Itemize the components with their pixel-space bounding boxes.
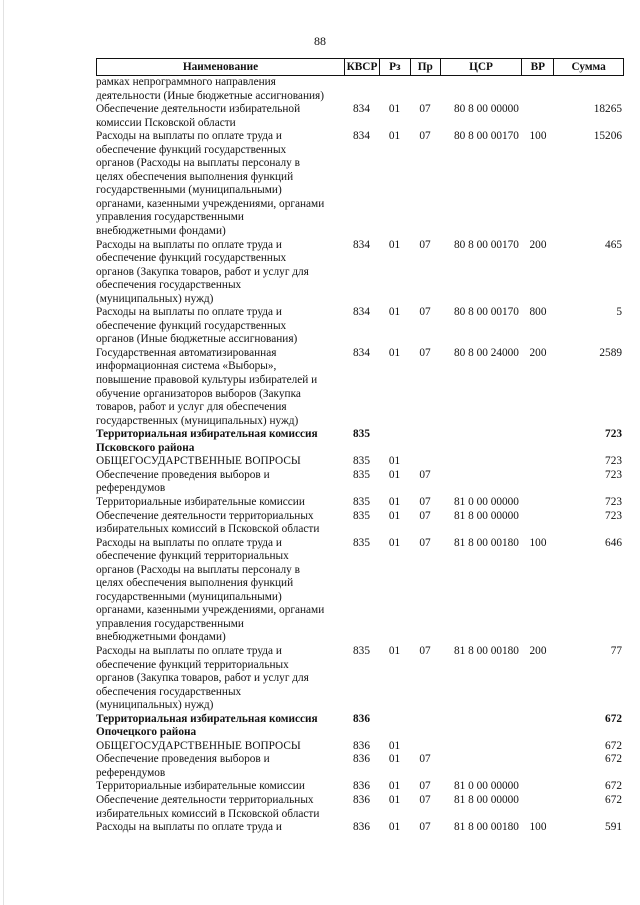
- name-line: (муниципальных) нужд): [96, 292, 214, 305]
- header-name: Наименование: [182, 61, 259, 73]
- vr-cell: [522, 794, 554, 821]
- budget-table: [96, 58, 624, 835]
- name-line: обеспечение функций государственных: [96, 319, 287, 332]
- rz-cell: 01: [388, 346, 401, 359]
- name-cell: [96, 76, 344, 103]
- sum-cell: 672: [605, 780, 622, 793]
- csr-cell: [440, 740, 522, 754]
- name-cell: [96, 794, 344, 821]
- name-line: Обеспечение деятельности избирательной: [96, 103, 301, 116]
- csr-cell: 81 8 00 00180: [454, 821, 519, 834]
- rz-cell: 01: [388, 468, 401, 481]
- sum-cell: 77: [610, 644, 622, 657]
- sum-cell: 646: [605, 536, 622, 549]
- name-cell: [96, 780, 344, 794]
- name-line: Обеспечение проведения выборов и: [96, 468, 270, 481]
- name-line: обеспечение функций государственных: [96, 252, 287, 265]
- rz-cell: 01: [388, 238, 401, 251]
- vr-cell: 100: [529, 536, 547, 549]
- header-csr: ЦСР: [440, 59, 522, 75]
- name-line: обеспечение функций государственных: [96, 143, 287, 156]
- rz-cell: 01: [388, 103, 401, 116]
- rz-cell: 01: [388, 509, 401, 522]
- rz-cell: 01: [388, 536, 401, 549]
- pr-cell: [410, 76, 440, 103]
- table-row: [96, 794, 624, 821]
- sum-cell: 723: [605, 509, 622, 522]
- vr-cell: 100: [529, 130, 547, 143]
- header-vr: ВР: [521, 59, 553, 75]
- rz-cell: 01: [388, 753, 401, 766]
- kvsr-cell: 834: [353, 130, 370, 143]
- name-line: Расходы на выплаты по оплате труда и: [96, 821, 282, 834]
- table-row: [96, 103, 624, 130]
- csr-cell: 80 8 00 00170: [454, 238, 519, 251]
- name-line: обеспечения государственных: [96, 279, 242, 292]
- csr-cell: [440, 713, 522, 740]
- name-line: Опочецкого района: [96, 726, 197, 739]
- table-row: [96, 76, 624, 103]
- name-line: государственными (муниципальными): [96, 184, 282, 197]
- name-line: Обеспечение проведения выборов и: [96, 753, 270, 766]
- vr-cell: [522, 780, 554, 794]
- pr-cell: 07: [419, 821, 431, 834]
- name-line: обеспечение функций территориальных: [96, 658, 289, 671]
- pr-cell: 07: [419, 130, 431, 143]
- name-line: деятельности (Иные бюджетные ассигнования): [96, 89, 324, 102]
- name-line: целях обеспечения выполнения функций: [96, 577, 294, 590]
- csr-cell: 80 8 00 00170: [454, 306, 519, 319]
- sum-cell: [554, 76, 624, 103]
- rz-cell: 01: [388, 644, 401, 657]
- rz-cell: 01: [388, 793, 401, 806]
- name-line: референдумов: [96, 766, 166, 779]
- name-cell: [96, 496, 344, 510]
- sum-cell: 591: [605, 821, 622, 834]
- table-row: [96, 510, 624, 537]
- sum-cell: 5: [616, 306, 622, 319]
- rz-cell: 01: [388, 739, 401, 752]
- kvsr-cell: 835: [353, 428, 370, 441]
- csr-cell: 80 8 00 24000: [454, 346, 519, 359]
- vr-cell: [522, 455, 554, 469]
- pr-cell: [410, 740, 440, 754]
- pr-cell: 07: [419, 103, 431, 116]
- header-rz: Рз: [379, 59, 410, 75]
- name-line: обеспечение функций территориальных: [96, 550, 289, 563]
- scan-edge-line: [3, 0, 4, 905]
- name-line: Территориальные избирательные комиссии: [96, 495, 305, 508]
- sum-cell: 672: [605, 753, 622, 766]
- name-cell: [96, 510, 344, 537]
- name-line: (муниципальных) нужд): [96, 699, 214, 712]
- vr-cell: [522, 76, 554, 103]
- vr-cell: [522, 496, 554, 510]
- sum-cell: 2589: [599, 346, 622, 359]
- kvsr-cell: 835: [353, 509, 370, 522]
- rz-cell: [379, 76, 410, 103]
- kvsr-cell: 834: [353, 306, 370, 319]
- table-row: [96, 347, 624, 428]
- sum-cell: 723: [605, 455, 622, 468]
- name-cell: [96, 455, 344, 469]
- name-line: Расходы на выплаты по оплате труда и: [96, 238, 282, 251]
- pr-cell: [410, 428, 440, 455]
- name-cell: [96, 740, 344, 754]
- csr-cell: [440, 469, 522, 496]
- csr-cell: 81 8 00 00000: [454, 793, 519, 806]
- table-row: [96, 455, 624, 469]
- name-cell: [96, 103, 344, 130]
- name-line: информационная система «Выборы»,: [96, 360, 277, 373]
- table-header: [96, 58, 624, 76]
- table-row: [96, 753, 624, 780]
- name-line: государственных (муниципальных) нужд): [96, 414, 299, 427]
- name-cell: [96, 645, 344, 713]
- rz-cell: 01: [388, 455, 401, 468]
- pr-cell: 07: [419, 509, 431, 522]
- kvsr-cell: 834: [353, 103, 370, 116]
- name-cell: [96, 469, 344, 496]
- kvsr-cell: 835: [353, 468, 370, 481]
- csr-cell: 80 8 00 00000: [454, 103, 519, 116]
- name-line: органов (Расходы на выплаты персоналу в: [96, 563, 300, 576]
- name-cell: [96, 239, 344, 307]
- pr-cell: [410, 713, 440, 740]
- name-line: избирательных комиссий в Псковской области: [96, 523, 320, 536]
- name-line: Расходы на выплаты по оплате труда и: [96, 130, 282, 143]
- sum-cell: 672: [605, 793, 622, 806]
- kvsr-cell: [344, 76, 379, 103]
- name-line: ОБЩЕГОСУДАРСТВЕННЫЕ ВОПРОСЫ: [96, 739, 301, 752]
- name-cell: [96, 537, 344, 645]
- sum-cell: 723: [605, 428, 622, 441]
- name-cell: [96, 130, 344, 238]
- name-line: повышение правовой культуры избирателей и: [96, 374, 318, 387]
- vr-cell: 800: [529, 306, 547, 319]
- csr-cell: [440, 753, 522, 780]
- kvsr-cell: 836: [353, 821, 370, 834]
- csr-cell: [440, 76, 522, 103]
- kvsr-cell: 836: [353, 780, 370, 793]
- name-line: Территориальная избирательная комиссия: [96, 428, 318, 441]
- kvsr-cell: 834: [353, 346, 370, 359]
- vr-cell: [522, 428, 554, 455]
- table-row: [96, 821, 624, 835]
- sum-cell: 18265: [593, 103, 622, 116]
- name-line: органов (Закупка товаров, работ и услуг для: [96, 265, 309, 278]
- name-line: обеспечения государственных: [96, 685, 242, 698]
- name-line: товаров, работ и услуг для обеспечения: [96, 401, 287, 414]
- table-row: [96, 130, 624, 238]
- kvsr-cell: 836: [353, 712, 370, 725]
- table-row: [96, 740, 624, 754]
- name-cell: [96, 713, 344, 740]
- csr-cell: 81 0 00 00000: [454, 780, 519, 793]
- sum-cell: 723: [605, 495, 622, 508]
- csr-cell: 81 8 00 00180: [454, 536, 519, 549]
- kvsr-cell: 835: [353, 455, 370, 468]
- page-number: 88: [314, 34, 326, 48]
- table-row: [96, 306, 624, 347]
- vr-cell: 200: [529, 644, 547, 657]
- name-line: целях обеспечения выполнения функций: [96, 170, 294, 183]
- name-line: органами, казенными учреждениями, органами: [96, 604, 325, 617]
- kvsr-cell: 834: [353, 238, 370, 251]
- sum-cell: 723: [605, 468, 622, 481]
- name-line: Расходы на выплаты по оплате труда и: [96, 306, 282, 319]
- name-line: ОБЩЕГОСУДАРСТВЕННЫЕ ВОПРОСЫ: [96, 455, 301, 468]
- table-row: [96, 428, 624, 455]
- name-line: рамках непрограммного направления: [96, 76, 276, 88]
- name-line: Расходы на выплаты по оплате труда и: [96, 536, 282, 549]
- pr-cell: 07: [419, 644, 431, 657]
- name-line: Псковского района: [96, 441, 195, 454]
- name-cell: [96, 306, 344, 347]
- table-body: [96, 76, 624, 835]
- vr-cell: 200: [529, 238, 547, 251]
- name-cell: [96, 821, 344, 835]
- name-line: обучение организаторов выборов (Закупка: [96, 387, 301, 400]
- header-kvsr: КВСР: [344, 59, 379, 75]
- vr-cell: [522, 740, 554, 754]
- table-row: [96, 713, 624, 740]
- name-cell: [96, 347, 344, 428]
- name-cell: [96, 428, 344, 455]
- name-line: органов (Расходы на выплаты персоналу в: [96, 157, 300, 170]
- vr-cell: [522, 103, 554, 130]
- rz-cell: 01: [388, 821, 401, 834]
- table-row: [96, 780, 624, 794]
- pr-cell: 07: [419, 306, 431, 319]
- vr-cell: 100: [529, 821, 547, 834]
- csr-cell: 81 8 00 00000: [454, 509, 519, 522]
- pr-cell: 07: [419, 780, 431, 793]
- header-pr: Пр: [410, 59, 440, 75]
- vr-cell: 200: [529, 346, 547, 359]
- kvsr-cell: 835: [353, 495, 370, 508]
- pr-cell: 07: [419, 495, 431, 508]
- table-row: [96, 537, 624, 645]
- csr-cell: [440, 428, 522, 455]
- name-line: Территориальная избирательная комиссия: [96, 712, 318, 725]
- name-line: Обеспечение деятельности территориальных: [96, 509, 314, 522]
- kvsr-cell: 836: [353, 793, 370, 806]
- rz-cell: 01: [388, 495, 401, 508]
- csr-cell: 81 0 00 00000: [454, 495, 519, 508]
- rz-cell: 01: [388, 130, 401, 143]
- name-line: государственными (муниципальными): [96, 590, 282, 603]
- pr-cell: [410, 455, 440, 469]
- name-line: Расходы на выплаты по оплате труда и: [96, 644, 282, 657]
- name-line: управления государственными: [96, 211, 244, 224]
- kvsr-cell: 836: [353, 753, 370, 766]
- pr-cell: 07: [419, 793, 431, 806]
- table-row: [96, 496, 624, 510]
- pr-cell: 07: [419, 238, 431, 251]
- name-line: органов (Иные бюджетные ассигнования): [96, 333, 298, 346]
- csr-cell: [440, 455, 522, 469]
- sum-cell: 672: [605, 712, 622, 725]
- name-line: комиссии Псковской области: [96, 116, 236, 129]
- name-line: Обеспечение деятельности территориальных: [96, 793, 314, 806]
- vr-cell: [522, 713, 554, 740]
- rz-cell: 01: [388, 306, 401, 319]
- sum-cell: 15206: [593, 130, 622, 143]
- rz-cell: 01: [388, 780, 401, 793]
- vr-cell: [522, 469, 554, 496]
- name-line: референдумов: [96, 482, 166, 495]
- rz-cell: [379, 713, 410, 740]
- pr-cell: 07: [419, 536, 431, 549]
- pr-cell: 07: [419, 468, 431, 481]
- header-sum: Сумма: [553, 59, 623, 75]
- name-line: внебюджетными фондами): [96, 631, 226, 644]
- name-line: органов (Закупка товаров, работ и услуг для: [96, 672, 309, 685]
- pr-cell: 07: [419, 346, 431, 359]
- kvsr-cell: 836: [353, 739, 370, 752]
- table-row: [96, 469, 624, 496]
- name-line: внебюджетными фондами): [96, 225, 226, 238]
- pr-cell: 07: [419, 753, 431, 766]
- name-line: избирательных комиссий в Псковской области: [96, 807, 320, 820]
- name-line: Государственная автоматизированная: [96, 346, 277, 359]
- vr-cell: [522, 510, 554, 537]
- name-line: органами, казенными учреждениями, органами: [96, 197, 325, 210]
- name-line: Территориальные избирательные комиссии: [96, 780, 305, 793]
- csr-cell: 81 8 00 00180: [454, 644, 519, 657]
- kvsr-cell: 835: [353, 536, 370, 549]
- rz-cell: [379, 428, 410, 455]
- vr-cell: [522, 753, 554, 780]
- kvsr-cell: 835: [353, 644, 370, 657]
- name-cell: [96, 753, 344, 780]
- name-line: управления государственными: [96, 617, 244, 630]
- sum-cell: 465: [605, 238, 622, 251]
- sum-cell: 672: [605, 739, 622, 752]
- csr-cell: 80 8 00 00170: [454, 130, 519, 143]
- table-row: [96, 239, 624, 307]
- table-row: [96, 645, 624, 713]
